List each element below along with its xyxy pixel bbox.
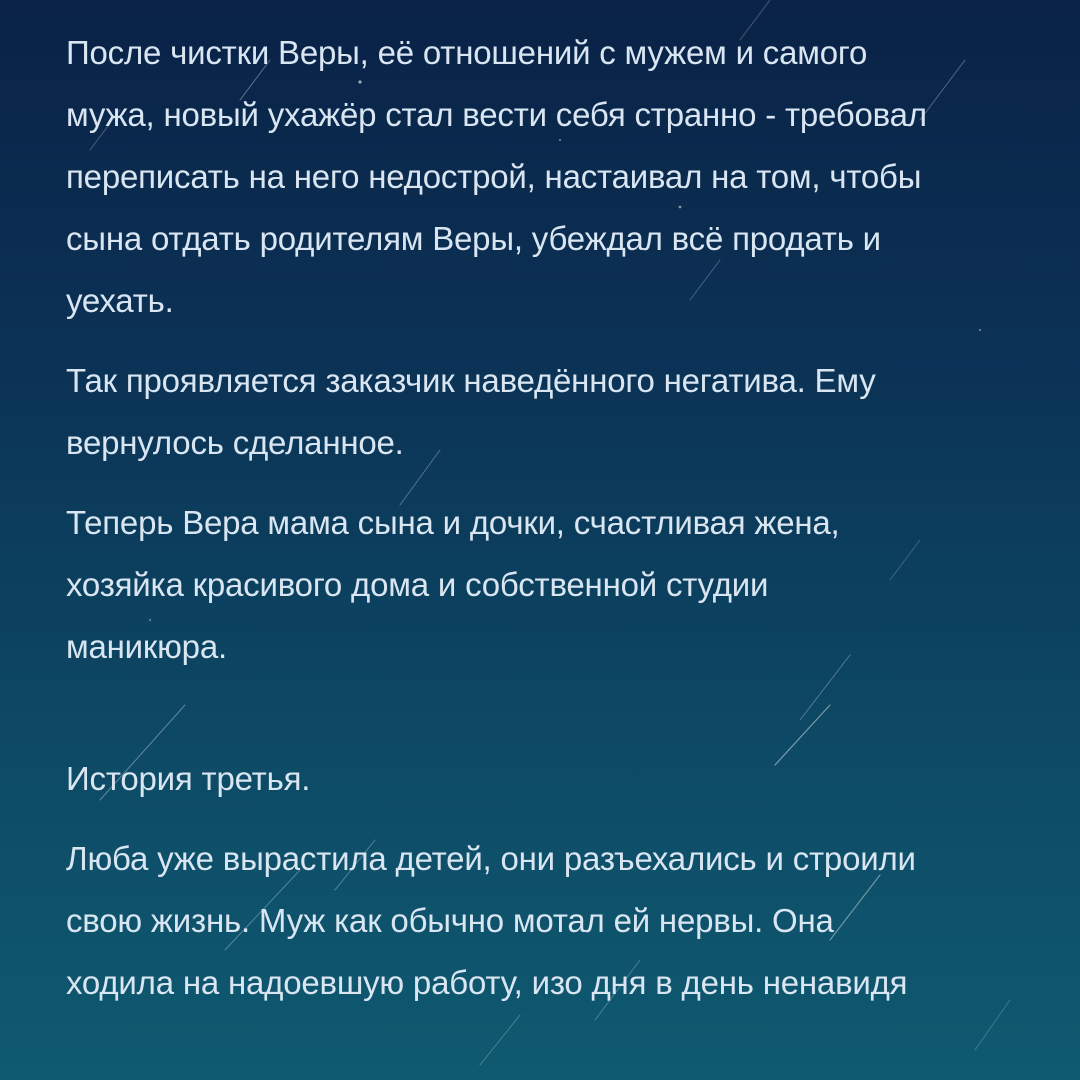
text-line: Теперь Вера мама сына и дочки, счастливая жена, bbox=[66, 504, 840, 541]
text-line: переписать на него недострой, настаивал на том, чтобы bbox=[66, 158, 922, 195]
article-body bbox=[66, 22, 1026, 1032]
article-paragraph bbox=[66, 828, 1026, 1014]
text-line: ходила на надоевшую работу, изо дня в день ненавидя bbox=[66, 964, 908, 1001]
text-line: Люба уже вырастила детей, они разъехались и строили bbox=[66, 840, 916, 877]
text-line: маникюра. bbox=[66, 628, 227, 665]
text-line: уехать. bbox=[66, 282, 174, 319]
section-heading-text: История третья. bbox=[66, 760, 311, 797]
text-line: вернулось сделанное. bbox=[66, 424, 404, 461]
section-heading bbox=[66, 748, 1026, 810]
text-line: хозяйка красивого дома и собственной студии bbox=[66, 566, 769, 603]
article-paragraph bbox=[66, 22, 1026, 332]
text-line: После чистки Веры, её отношений с мужем и самого bbox=[66, 34, 868, 71]
text-line: сына отдать родителям Веры, убеждал всё продать и bbox=[66, 220, 881, 257]
text-line: мужа, новый ухажёр стал вести себя странно - требовал bbox=[66, 96, 927, 133]
article-paragraph bbox=[66, 350, 1026, 474]
text-line: свою жизнь. Муж как обычно мотал ей нервы. Она bbox=[66, 902, 834, 939]
section-spacer bbox=[66, 696, 1026, 748]
text-line: Так проявляется заказчик наведённого негатива. Ему bbox=[66, 362, 876, 399]
article-paragraph bbox=[66, 492, 1026, 678]
